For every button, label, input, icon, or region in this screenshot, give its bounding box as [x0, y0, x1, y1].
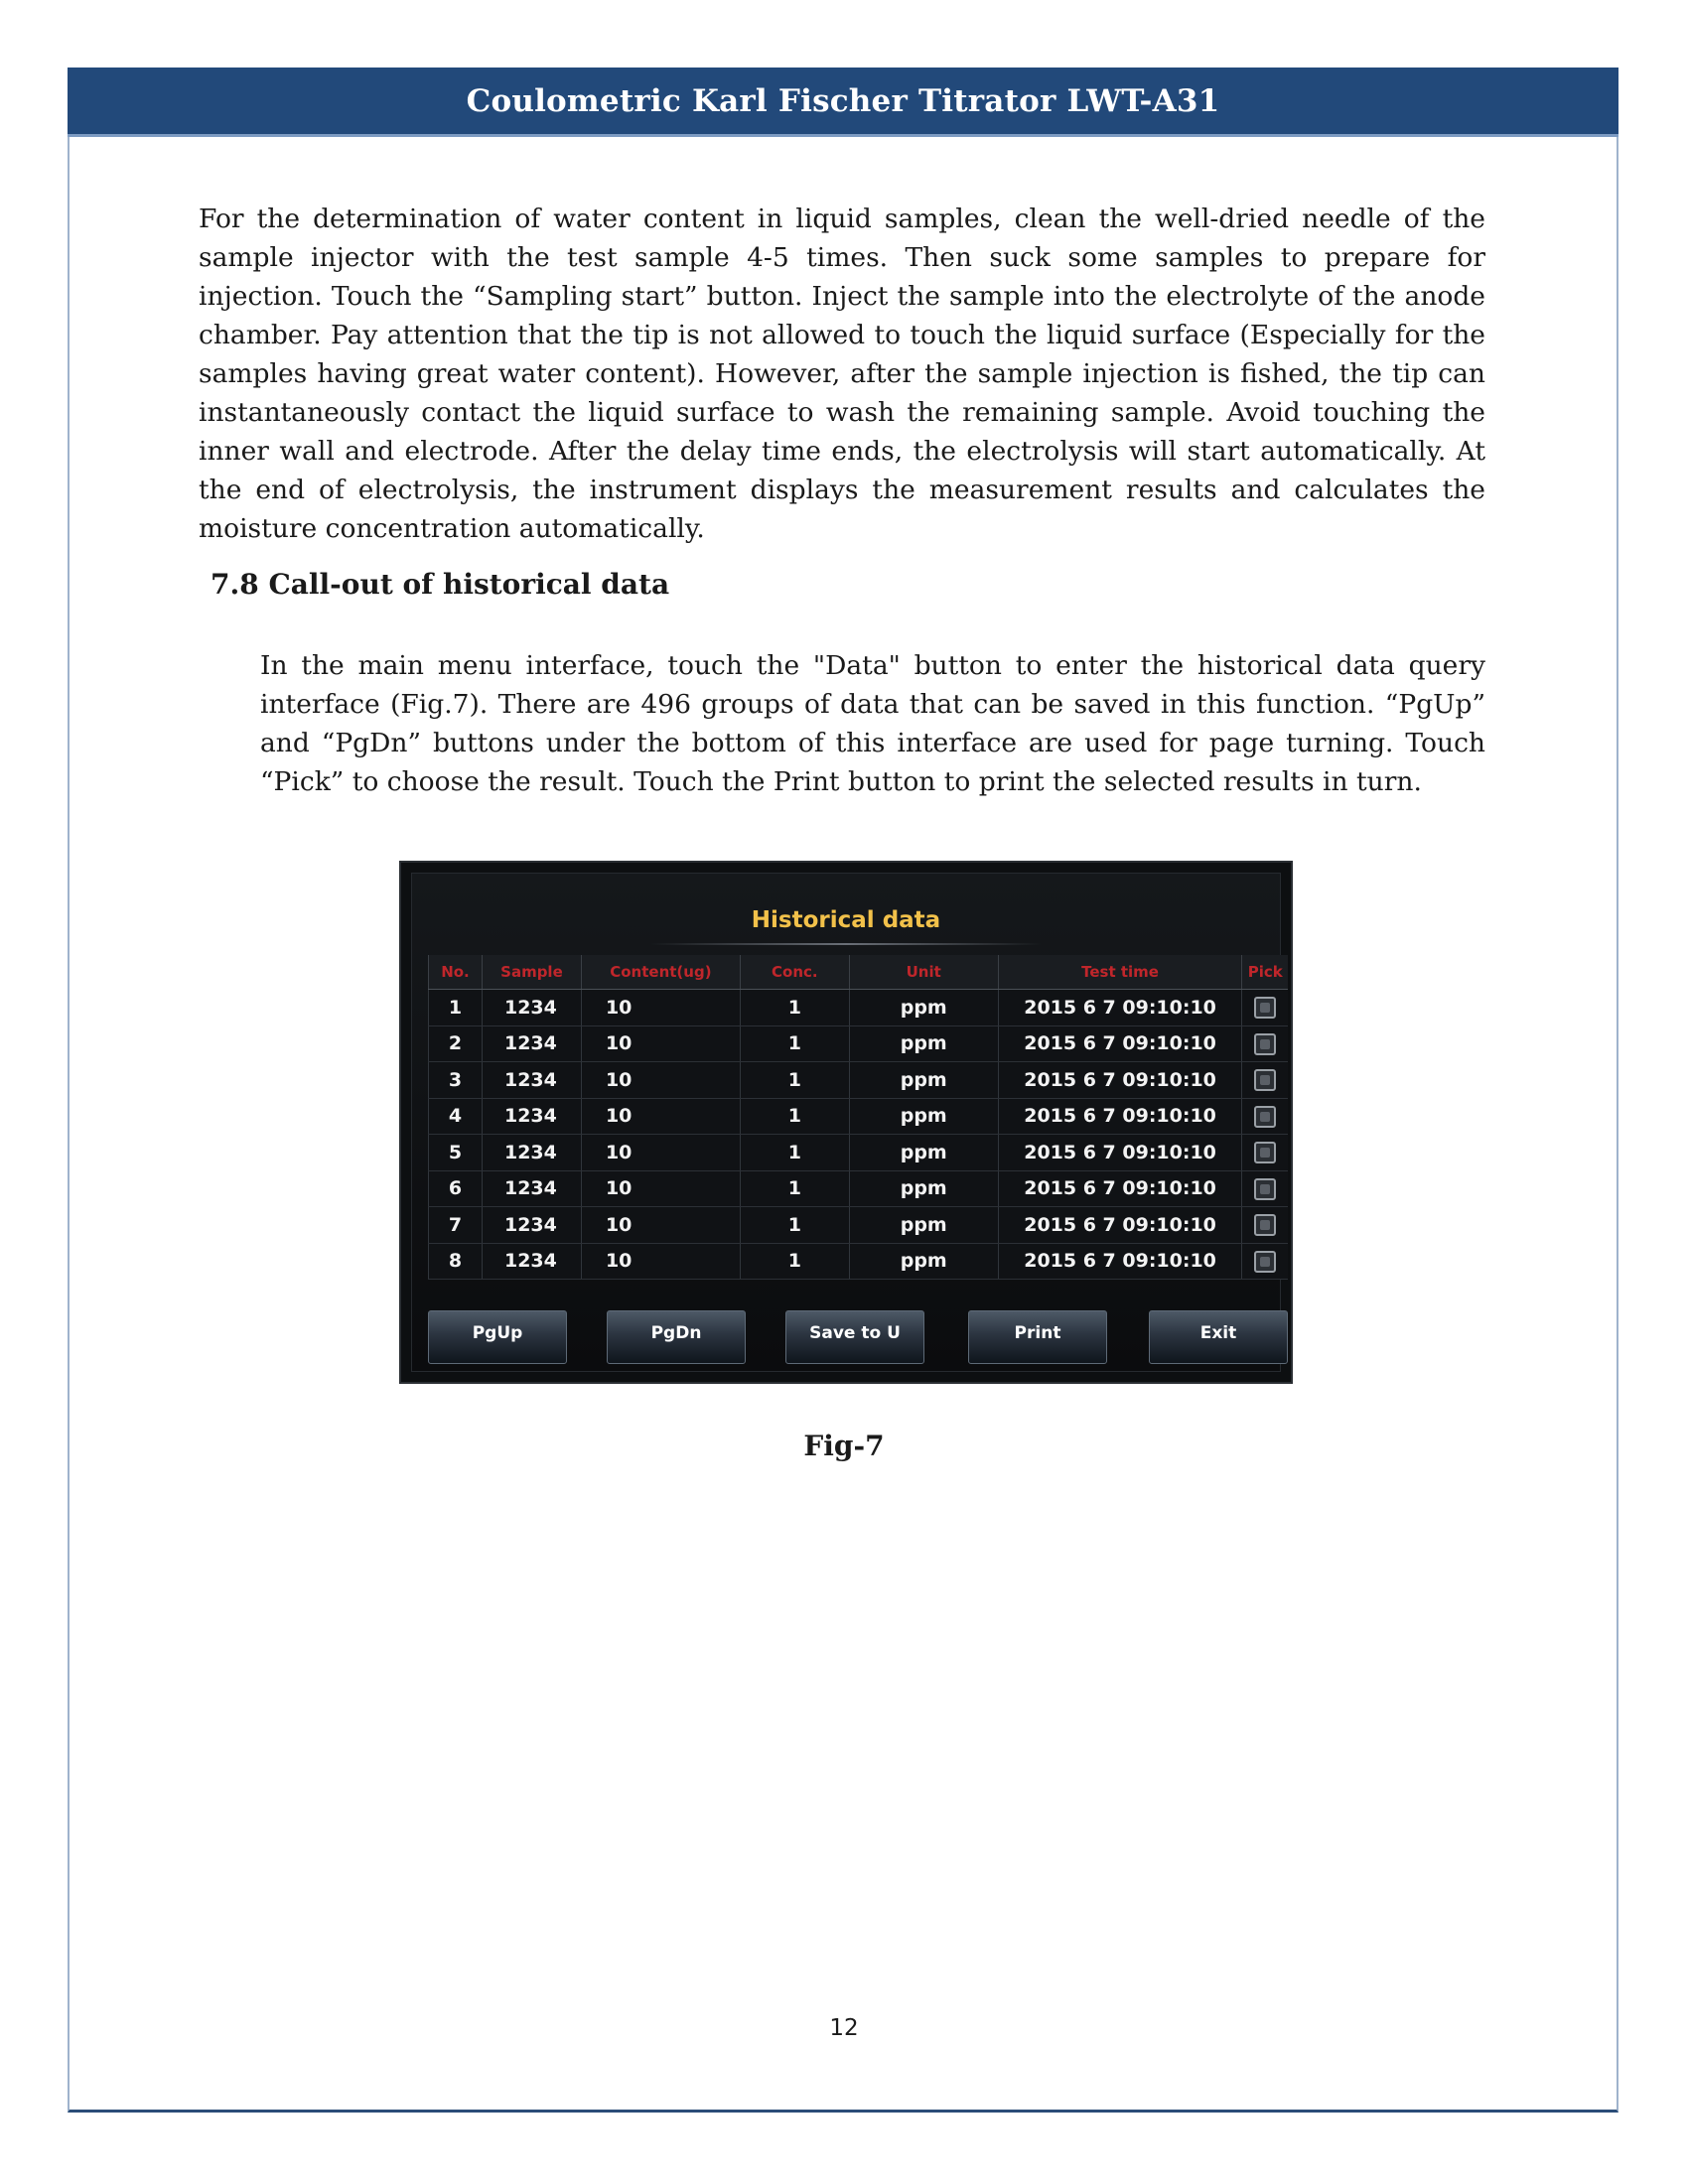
page-number: 12 — [829, 2015, 859, 2041]
cell-content: 10 — [581, 1062, 740, 1099]
cell-content: 10 — [581, 1135, 740, 1171]
print-button[interactable]: Print — [968, 1310, 1107, 1364]
cell-content: 10 — [581, 1025, 740, 1062]
column-header-pick: Pick — [1242, 955, 1288, 990]
pick-checkbox[interactable] — [1254, 1106, 1276, 1128]
cell-sample: 1234 — [482, 1207, 581, 1244]
cell-no: 5 — [429, 1135, 483, 1171]
cell-unit: ppm — [849, 1170, 998, 1207]
cell-no: 6 — [429, 1170, 483, 1207]
save-to-u-button[interactable]: Save to U — [785, 1310, 924, 1364]
body-paragraph-2: In the main menu interface, touch the "Data" button to enter the historical data query interface (Fig.7). There are 496 groups of data that can be saved in this function. “PgUp” and “PgDn” buttons under the bottom of this interface are used for page turning. Touch “Pick” to choose the result. Touch the Print button to print the selected results in turn. — [260, 650, 1485, 797]
table-row — [429, 1135, 1289, 1171]
history-table — [428, 955, 1288, 1280]
body-paragraph-1: For the determination of water content in liquid samples, clean the well-dried needle of the sample injector with the test sample 4-5 times. Then suck some samples to prepare for injection. Touch the “Sampling start” button. Inject the sample into the electrolyte of the anode chamber. Pay attention that the tip is not allowed to touch the liquid surface (Especially for the samples having great water content). However, after the sample injection is fished, the tip can instantaneously contact the liquid surface to wash the remaining sample. Avoid touching the inner wall and electrode. After the delay time ends, the electrolysis will start automatically. At the end of electrolysis, the instrument displays the measurement results and calculates the moisture concentration automatically. — [199, 204, 1485, 544]
cell-sample: 1234 — [482, 1098, 581, 1135]
column-header-content: Content(ug) — [581, 955, 740, 990]
cell-test-time: 2015 6 7 09:10:10 — [998, 1135, 1242, 1171]
table-row — [429, 1025, 1289, 1062]
cell-unit: ppm — [849, 1135, 998, 1171]
cell-sample: 1234 — [482, 1135, 581, 1171]
cell-content: 10 — [581, 1207, 740, 1244]
cell-pick[interactable] — [1242, 1098, 1288, 1135]
column-header-test-time: Test time — [998, 955, 1242, 990]
cell-pick[interactable] — [1242, 1062, 1288, 1099]
cell-content: 10 — [581, 1243, 740, 1280]
cell-conc: 1 — [740, 1062, 849, 1099]
title-divider — [650, 943, 1042, 945]
figure-caption: Fig-7 — [803, 1430, 885, 1462]
table-row — [429, 1207, 1289, 1244]
cell-no: 4 — [429, 1098, 483, 1135]
screen-button-row — [428, 1310, 1264, 1366]
cell-content: 10 — [581, 1098, 740, 1135]
cell-sample: 1234 — [482, 1025, 581, 1062]
cell-conc: 1 — [740, 1243, 849, 1280]
cell-test-time: 2015 6 7 09:10:10 — [998, 1062, 1242, 1099]
cell-pick[interactable] — [1242, 1243, 1288, 1280]
pgdn-button[interactable]: PgDn — [607, 1310, 746, 1364]
pick-checkbox[interactable] — [1254, 1251, 1276, 1273]
screen-title: Historical data — [751, 907, 941, 933]
exit-button[interactable]: Exit — [1149, 1310, 1288, 1364]
cell-pick[interactable] — [1242, 1135, 1288, 1171]
cell-unit: ppm — [849, 1207, 998, 1244]
cell-unit: ppm — [849, 1098, 998, 1135]
cell-conc: 1 — [740, 1098, 849, 1135]
cell-conc: 1 — [740, 1170, 849, 1207]
cell-unit: ppm — [849, 990, 998, 1026]
cell-test-time: 2015 6 7 09:10:10 — [998, 990, 1242, 1026]
cell-pick[interactable] — [1242, 1170, 1288, 1207]
cell-test-time: 2015 6 7 09:10:10 — [998, 1098, 1242, 1135]
cell-test-time: 2015 6 7 09:10:10 — [998, 1243, 1242, 1280]
cell-pick[interactable] — [1242, 990, 1288, 1026]
column-header-sample: Sample — [482, 955, 581, 990]
table-row — [429, 1098, 1289, 1135]
table-row — [429, 1062, 1289, 1099]
cell-test-time: 2015 6 7 09:10:10 — [998, 1025, 1242, 1062]
header-title: Coulometric Karl Fischer Titrator LWT-A31 — [466, 82, 1220, 119]
cell-no: 8 — [429, 1243, 483, 1280]
historical-data-screen — [399, 861, 1293, 1384]
pick-checkbox[interactable] — [1254, 1178, 1276, 1200]
column-header-unit: Unit — [849, 955, 998, 990]
cell-no: 2 — [429, 1025, 483, 1062]
table-row — [429, 1170, 1289, 1207]
cell-content: 10 — [581, 990, 740, 1026]
pgup-button[interactable]: PgUp — [428, 1310, 567, 1364]
screen-panel — [411, 873, 1281, 1372]
cell-pick[interactable] — [1242, 1207, 1288, 1244]
table-row — [429, 990, 1289, 1026]
cell-unit: ppm — [849, 1025, 998, 1062]
cell-conc: 1 — [740, 1025, 849, 1062]
cell-no: 1 — [429, 990, 483, 1026]
pick-checkbox[interactable] — [1254, 1069, 1276, 1091]
cell-conc: 1 — [740, 1135, 849, 1171]
pick-checkbox[interactable] — [1254, 1033, 1276, 1055]
pick-checkbox[interactable] — [1254, 1214, 1276, 1236]
column-header-conc: Conc. — [740, 955, 849, 990]
cell-no: 7 — [429, 1207, 483, 1244]
cell-conc: 1 — [740, 990, 849, 1026]
cell-pick[interactable] — [1242, 1025, 1288, 1062]
pick-checkbox[interactable] — [1254, 1142, 1276, 1163]
page-header — [68, 68, 1618, 137]
cell-no: 3 — [429, 1062, 483, 1099]
cell-sample: 1234 — [482, 1170, 581, 1207]
pick-checkbox[interactable] — [1254, 997, 1276, 1019]
column-header-no: No. — [429, 955, 483, 990]
table-row — [429, 1243, 1289, 1280]
cell-unit: ppm — [849, 1243, 998, 1280]
cell-test-time: 2015 6 7 09:10:10 — [998, 1207, 1242, 1244]
cell-conc: 1 — [740, 1207, 849, 1244]
cell-sample: 1234 — [482, 1062, 581, 1099]
cell-content: 10 — [581, 1170, 740, 1207]
cell-unit: ppm — [849, 1062, 998, 1099]
cell-test-time: 2015 6 7 09:10:10 — [998, 1170, 1242, 1207]
cell-sample: 1234 — [482, 1243, 581, 1280]
cell-sample: 1234 — [482, 990, 581, 1026]
section-title: 7.8 Call-out of historical data — [211, 568, 670, 601]
table-header-row — [429, 955, 1289, 990]
